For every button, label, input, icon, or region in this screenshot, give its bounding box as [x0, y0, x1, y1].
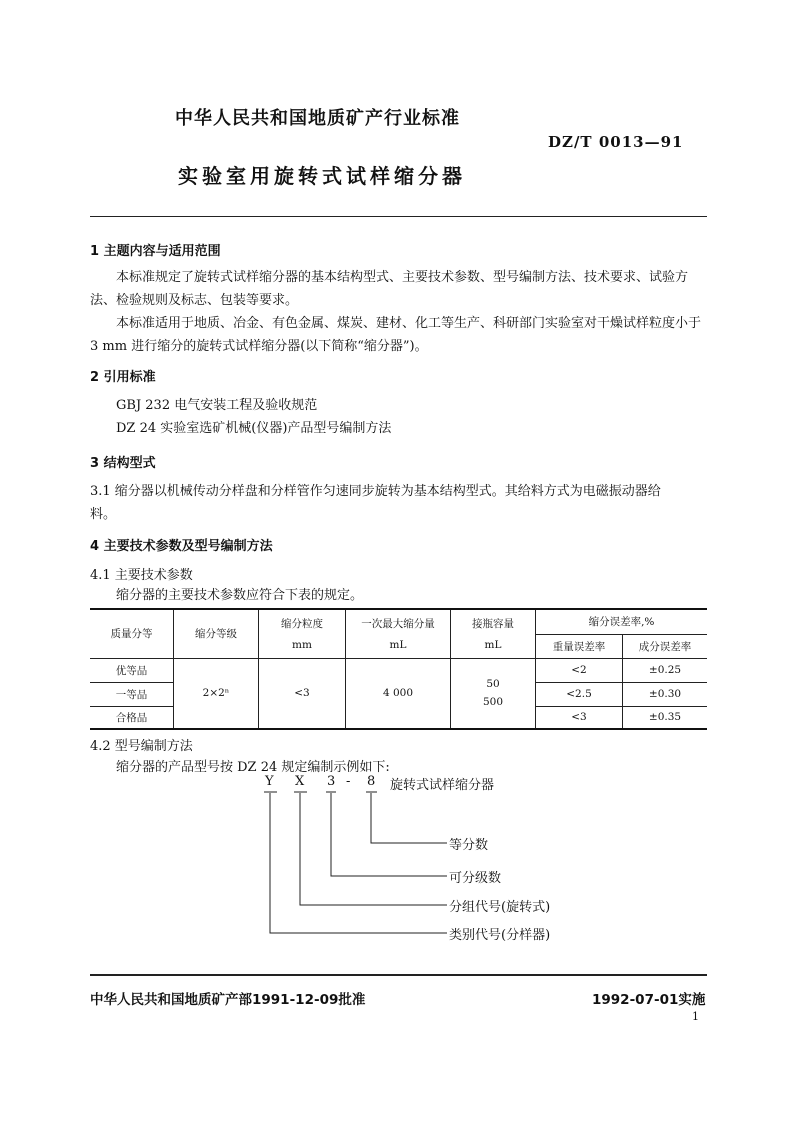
leader-line-group-code: [300, 793, 447, 905]
header-size-unit: mm: [292, 639, 312, 652]
subsection-4-1-text: 缩分器的主要技术参数应符合下表的规定。: [116, 588, 364, 603]
section-2-heading: 2 引用标准: [90, 370, 156, 385]
text-line: 3 mm 进行缩分的旋转式试样缩分器(以下简称“缩分器”)。: [90, 339, 428, 354]
cell-comp-error: ±0.35: [623, 706, 708, 729]
cell-size: <3: [259, 658, 346, 729]
leader-line-equal-parts: [371, 793, 447, 843]
label-grading-count: 可分级数: [449, 871, 502, 886]
footer-rule: [90, 974, 707, 976]
cell-max: 4 000: [346, 658, 451, 729]
reference-dz24: DZ 24 实验室选矿机械(仪器)产品型号编制方法: [116, 421, 392, 436]
standard-org-title: 中华人民共和国地质矿产行业标准: [175, 108, 460, 129]
subsection-4-2-text: 缩分器的产品型号按 DZ 24 规定编制示例如下:: [116, 760, 390, 775]
cell-weight-error: <3: [536, 706, 623, 729]
page-number: 1: [692, 1010, 699, 1023]
cell-weight-error: <2: [536, 658, 623, 682]
cell-bottle-1: 50: [486, 678, 500, 691]
cell-grade: 一等品: [90, 682, 174, 706]
reference-gbj232: GBJ 232 电气安装工程及验收规范: [116, 398, 318, 413]
header-weight-error: 重量误差率: [536, 634, 623, 658]
header-bottle-unit: mL: [484, 639, 502, 652]
header-error: 缩分误差率,%: [536, 609, 708, 634]
header-max-label: 一次最大缩分量: [361, 618, 435, 631]
text-line: 料。: [90, 507, 117, 522]
header-max-unit: mL: [389, 639, 407, 652]
header-level: 缩分等级: [174, 609, 259, 658]
cell-comp-error: ±0.30: [623, 682, 708, 706]
model-letter-x: X: [295, 774, 305, 789]
section-4-heading: 4 主要技术参数及型号编制方法: [90, 539, 273, 554]
cell-weight-error: <2.5: [536, 682, 623, 706]
implementation-date: 1992-07-01实施: [592, 992, 706, 1008]
label-group-code: 分组代号(旋转式): [449, 900, 551, 915]
cell-comp-error: ±0.25: [623, 658, 708, 682]
cell-grade: 合格品: [90, 706, 174, 729]
text-line: 3.1 缩分器以机械传动分样盘和分样管作匀速同步旋转为基本结构型式。其给料方式为电磁振动器给: [90, 484, 661, 499]
header-grade: 质量分等: [90, 609, 174, 658]
model-letter-8: 8: [367, 774, 376, 789]
header-size-label: 缩分粒度: [281, 618, 323, 631]
subsection-4-2-heading: 4.2 型号编制方法: [90, 739, 193, 754]
model-letter-y: Y: [265, 774, 274, 789]
model-product-name: 旋转式试样缩分器: [390, 778, 495, 793]
model-letter-3: 3: [327, 774, 336, 789]
header-comp-error: 成分误差率: [623, 634, 708, 658]
cell-grade: 优等品: [90, 658, 174, 682]
cell-level: 2×2ⁿ: [174, 658, 259, 729]
document-title: 实验室用旋转式试样缩分器: [178, 164, 466, 188]
text-line: 本标准适用于地质、冶金、有色金属、煤炭、建材、化工等生产、科研部门实验室对干燥试样粒度小于: [116, 316, 702, 331]
leader-line-grading: [331, 793, 447, 876]
approval-statement: 中华人民共和国地质矿产部1991-12-09批准: [90, 992, 366, 1008]
text-line: 本标准规定了旋转式试样缩分器的基本结构型式、主要技术参数、型号编制方法、技术要求、试验方: [116, 270, 689, 285]
leader-line-category-code: [270, 793, 447, 933]
header-bottle-label: 接瓶容量: [472, 618, 514, 631]
cell-bottle-2: 500: [482, 696, 504, 709]
standard-code: DZ/T 0013—91: [548, 133, 684, 151]
label-equal-parts: 等分数: [449, 838, 489, 853]
text-line: 法、检验规则及标志、包装等要求。: [90, 293, 299, 308]
section-3-heading: 3 结构型式: [90, 456, 156, 471]
label-category-code: 类别代号(分样器): [449, 928, 551, 943]
subsection-4-1-heading: 4.1 主要技术参数: [90, 568, 193, 583]
section-1-heading: 1 主题内容与适用范围: [90, 244, 221, 259]
model-letter-dash: -: [346, 774, 351, 789]
